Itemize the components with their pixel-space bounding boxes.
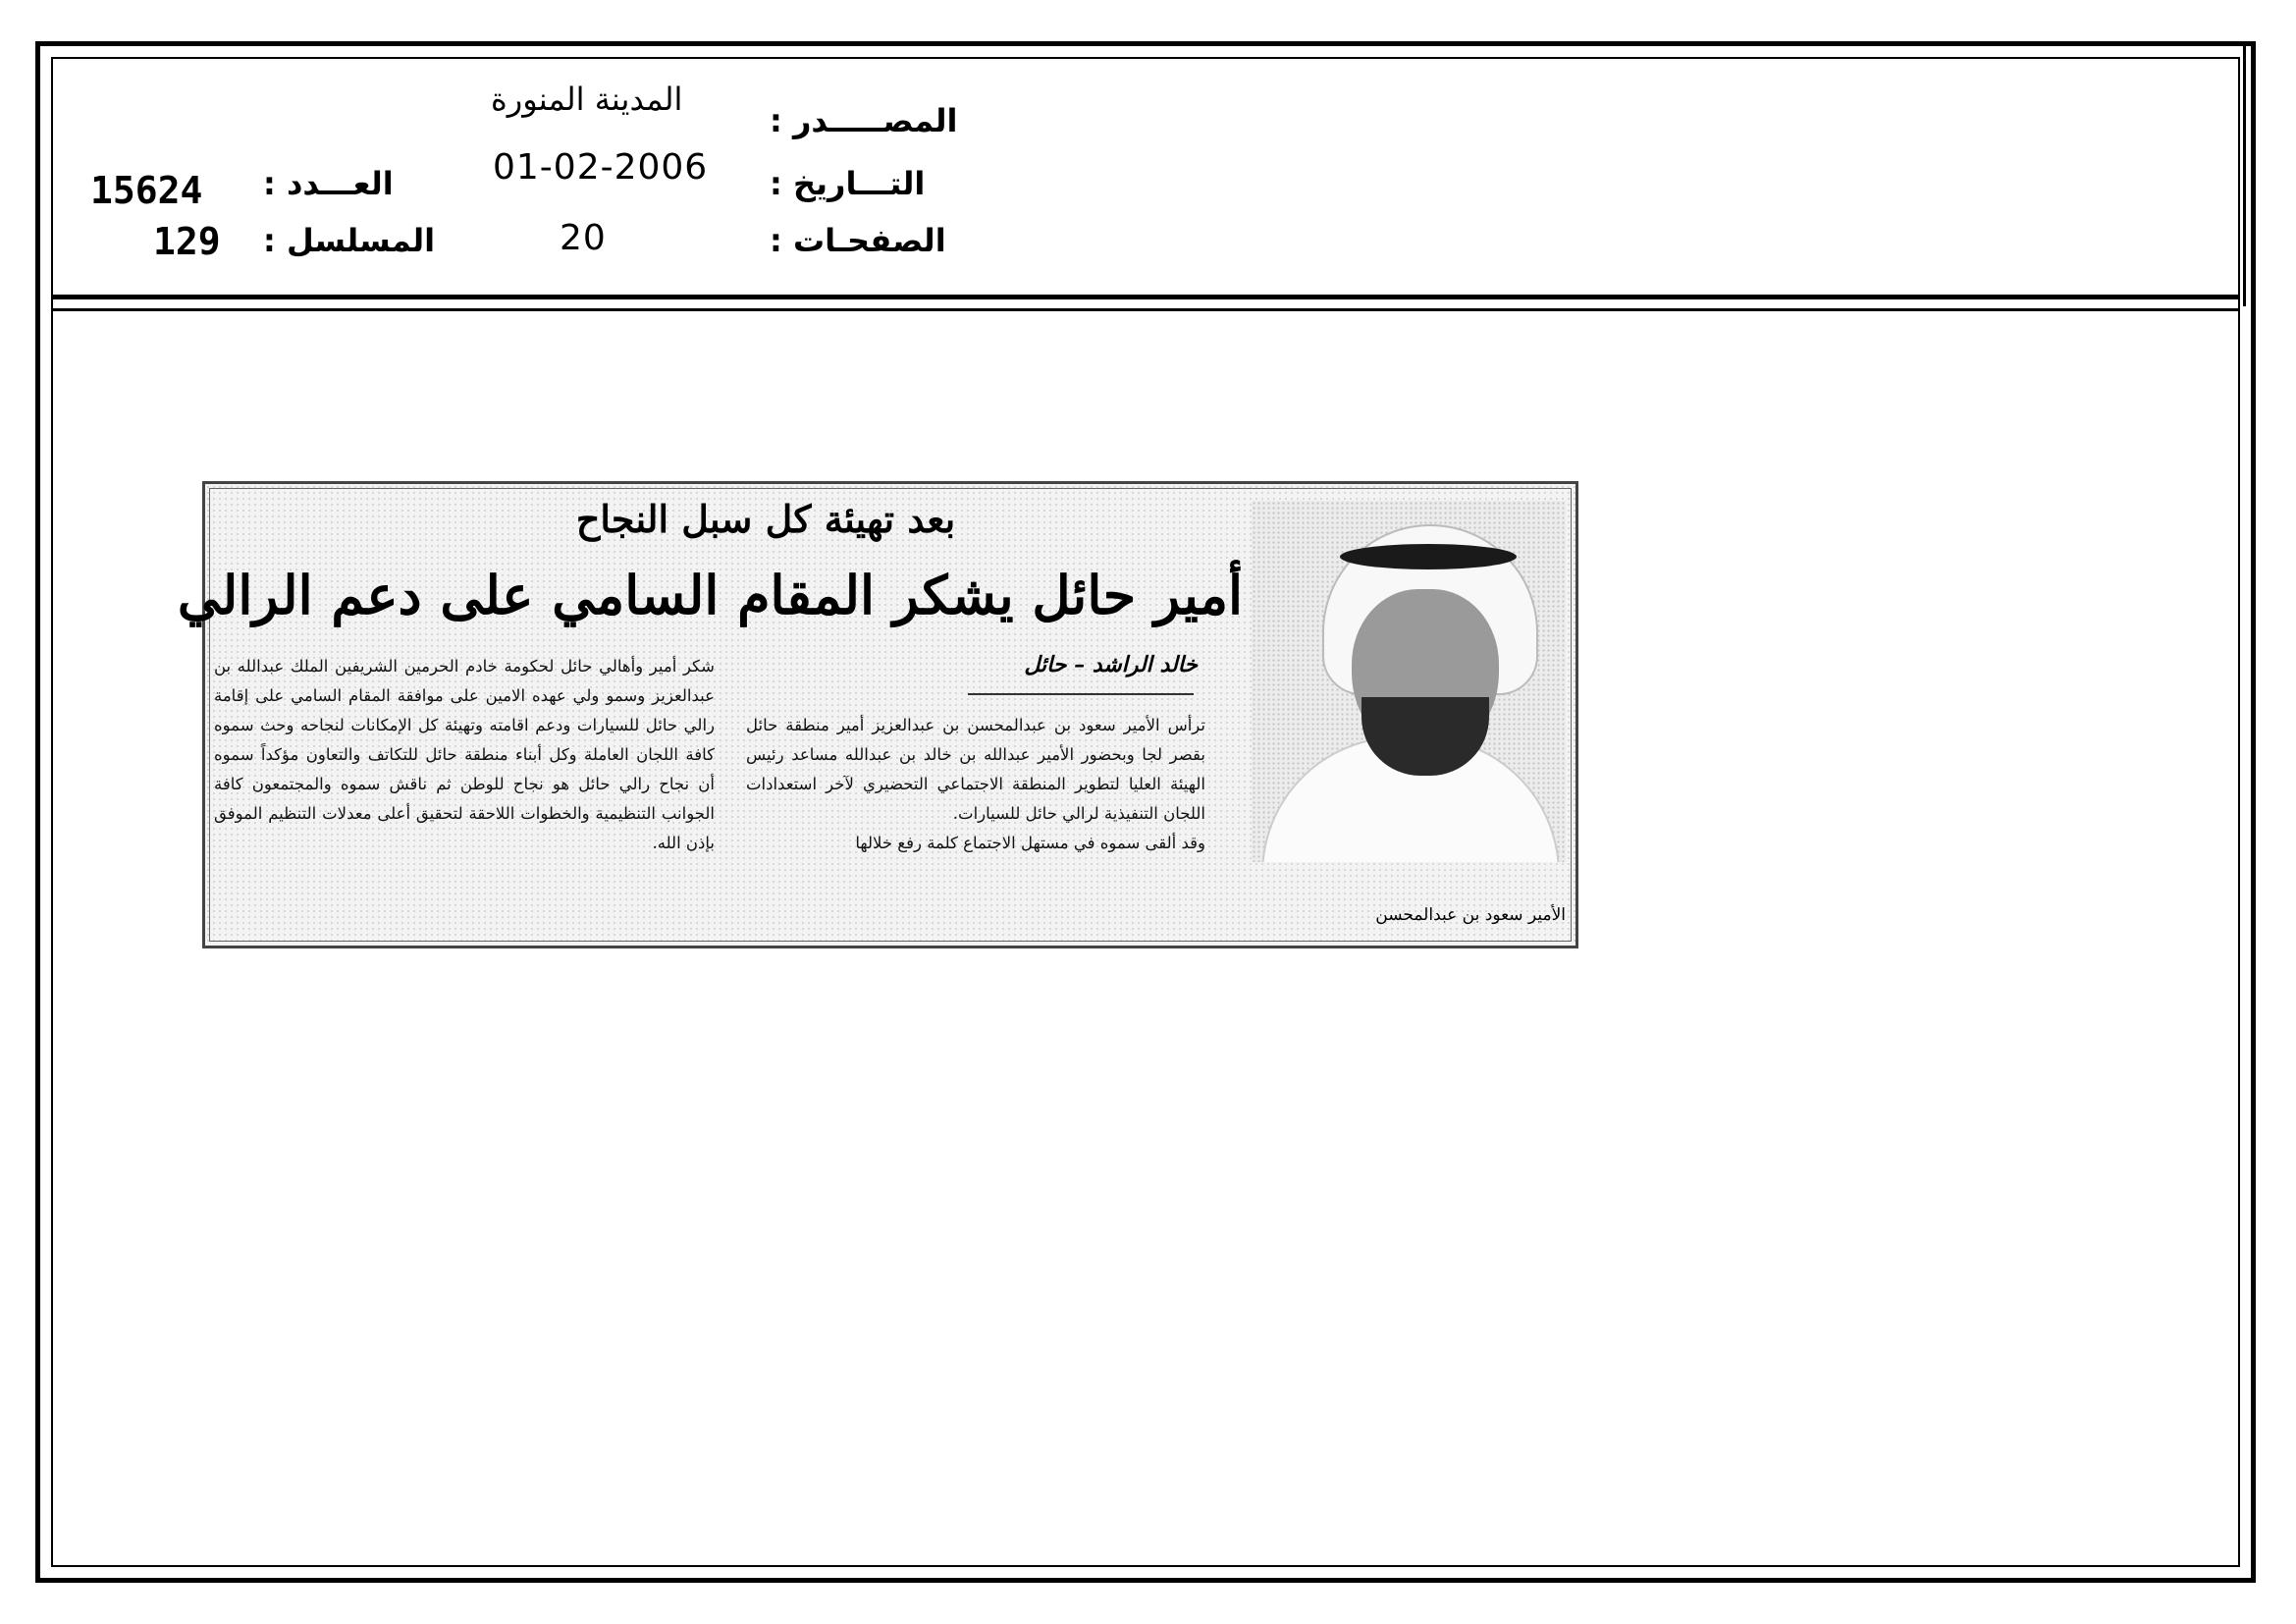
right-edge-rule — [2243, 41, 2246, 306]
pages-label: الصفحـات : — [770, 222, 946, 259]
header-divider — [51, 295, 2240, 299]
header-divider-thin — [51, 308, 2240, 311]
article-byline: خالد الراشد – حائل — [1024, 652, 1198, 677]
source-value: المدينة المنورة — [491, 81, 683, 118]
source-label: المصـــــدر : — [770, 102, 958, 139]
article-paragraph: شكر أمير وأهالي حائل لحكومة خادم الحرمين الشريفين الملك عبدالله بن عبدالعزيز وسمو ولي عهده الامين على موافقة المقام السامي على إقامة رالي حائل للسيارات ودعم اقامته وتهيئة كل الإمكانات لنجاحه وحث سموه كافة اللجان العاملة وكل أبناء منطقة حائل للتكاتف والتعاون مؤكداً سموه أن نجاح رالي حائل هو نجاح للوطن ثم ناقش سموه والمجتمعون كافة الجوانب التنظيمية والخطوات اللاحقة لتحقيق أعلى معدلات التنظيم الموفق بإذن الله. — [214, 657, 715, 852]
issue-value: 15624 — [90, 169, 203, 212]
article-paragraph: ترأس الأمير سعود بن عبدالمحسن بن عبدالعزيز أمير منطقة حائل بقصر لجا وبحضور الأمير عبدالله بن خالد بن عبدالله مساعد رئيس الهيئة العليا لتطوير المنطقة الاجتماعي التحضيري لآخر استعدادات اللجان التنفيذية لرالي حائل للسيارات. — [746, 716, 1205, 823]
date-value: 01-02-2006 — [493, 147, 709, 188]
article-paragraph: وقد ألقى سموه في مستهل الاجتماع كلمة رفع خلالها — [855, 834, 1205, 852]
serial-value: 129 — [153, 220, 221, 263]
article-headline: أمير حائل يشكر المقام السامي على دعم الرالي — [177, 564, 1243, 626]
article-column-left — [214, 652, 715, 858]
portrait-agal — [1340, 544, 1517, 569]
issue-label: العـــدد : — [263, 165, 394, 202]
byline-underline — [968, 693, 1194, 695]
article-column-right — [746, 711, 1205, 858]
date-label: التـــاريخ : — [770, 165, 926, 202]
photo-caption: الأمير سعود بن عبدالمحسن — [1375, 905, 1566, 925]
article-kicker: بعد تهيئة كل سبل النجاح — [575, 497, 956, 541]
pages-value: 20 — [560, 218, 607, 258]
serial-label: المسلسل : — [263, 222, 436, 259]
portrait-photo — [1252, 501, 1566, 862]
